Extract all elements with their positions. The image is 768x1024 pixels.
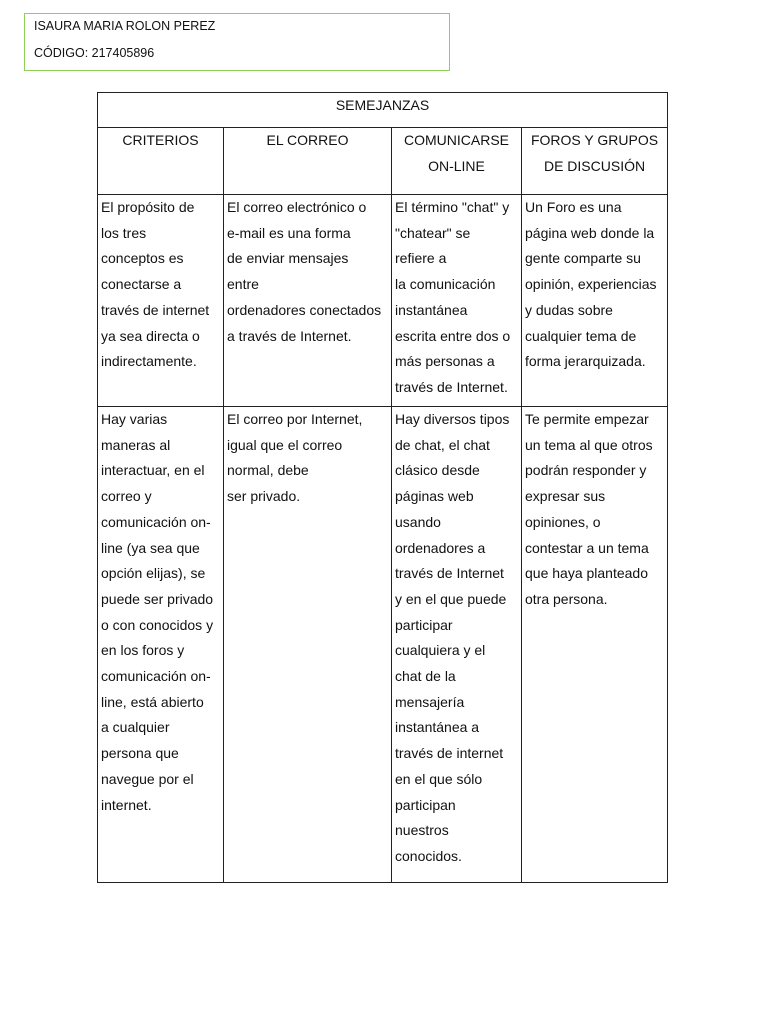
cell-line: instantánea xyxy=(395,301,468,318)
cell-line: conceptos es xyxy=(101,250,184,267)
cell-line: en el que sólo xyxy=(395,770,483,787)
cell-line: usando xyxy=(395,513,441,530)
cell-line: line, está abierto xyxy=(101,693,204,710)
student-name: ISAURA MARIA ROLON PEREZ xyxy=(34,19,216,33)
cell-line: opiniones, o xyxy=(525,513,601,530)
cell-line: través de internet xyxy=(101,301,210,318)
cell-line: más personas a xyxy=(395,353,495,370)
cell-line: páginas web xyxy=(395,488,474,505)
cell-line: COMUNICARSE xyxy=(403,132,509,148)
cell-line: chat de la xyxy=(395,668,456,685)
cell-line: y en el que puede xyxy=(395,590,507,607)
cell-line: "chatear" se xyxy=(395,224,471,241)
cell-line: igual que el correo xyxy=(227,436,343,453)
cell-line: la comunicación xyxy=(395,276,496,293)
cell-line: El propósito de xyxy=(101,199,195,215)
cell-line: comunicación on- xyxy=(101,513,211,530)
header-foros-grupos xyxy=(522,128,668,195)
cell-line: escrita entre dos o xyxy=(395,327,511,344)
cell-line: refiere a xyxy=(395,250,447,267)
student-code: CÓDIGO: 217405896 xyxy=(34,46,155,60)
cell-line: El término "chat" y xyxy=(395,199,510,215)
cell-line: ya sea directa o xyxy=(101,327,200,344)
cell-line: El correo electrónico o xyxy=(227,199,367,215)
cell-line: a través de Internet. xyxy=(227,327,352,344)
cell-line: través de Internet xyxy=(395,565,504,582)
cell-line: en los foros y xyxy=(101,642,185,659)
cell-line: instantánea a xyxy=(395,719,480,736)
cell-line: Un Foro es una xyxy=(525,199,622,215)
table-title-row xyxy=(98,93,668,128)
cell-line: los tres xyxy=(101,224,147,241)
cell-line: maneras al xyxy=(101,436,171,453)
cell-line: forma jerarquizada. xyxy=(525,353,646,370)
cell-line: Hay varias xyxy=(101,411,168,427)
cell-line: entre xyxy=(227,276,259,293)
cell-line: comunicación on- xyxy=(101,668,211,685)
cell-line: FOROS Y GRUPOS xyxy=(530,132,659,148)
header-comunicarse-online xyxy=(392,128,522,195)
table-cell xyxy=(224,195,392,407)
header-criterios xyxy=(98,128,224,195)
cell-line: EL CORREO xyxy=(266,132,349,148)
cell-line: de chat, el chat xyxy=(395,436,490,453)
cell-line: interactuar, en el xyxy=(101,462,205,479)
cell-line: conectarse a xyxy=(101,276,182,293)
cell-line: clásico desde xyxy=(395,462,480,479)
cell-line: través de Internet. xyxy=(395,378,508,395)
table-cell xyxy=(98,195,224,407)
cell-line: Hay diversos tipos xyxy=(395,411,510,427)
cell-line: normal, debe xyxy=(227,462,309,479)
cell-line: contestar a un tema xyxy=(525,539,649,556)
table-cell xyxy=(98,407,224,883)
cell-line: ordenadores conectados xyxy=(227,301,382,318)
cell-line: El correo por Internet, xyxy=(227,411,363,427)
cell-line: DE DISCUSIÓN xyxy=(543,157,646,174)
cell-line: ser privado. xyxy=(227,488,301,505)
cell-line: que haya planteado xyxy=(525,565,648,582)
cell-line: indirectamente. xyxy=(101,353,197,370)
cell-line: y dudas sobre xyxy=(525,301,613,318)
cell-line: opción elijas), se xyxy=(101,565,206,582)
cell-line: nuestros xyxy=(395,822,449,839)
table-cell xyxy=(392,195,522,407)
cell-line: correo y xyxy=(101,488,152,505)
cell-line: a cualquier xyxy=(101,719,170,736)
cell-line: cualquiera y el xyxy=(395,642,486,659)
cell-line: ordenadores a xyxy=(395,539,486,556)
cell-line: line (ya sea que xyxy=(101,539,200,556)
cell-line: gente comparte su xyxy=(525,250,641,267)
cell-line: un tema al que otros xyxy=(525,436,653,453)
cell-line: de enviar mensajes xyxy=(227,250,349,267)
cell-line: CRITERIOS xyxy=(122,132,199,148)
cell-line: navegue por el xyxy=(101,770,194,787)
table-title: SEMEJANZAS xyxy=(98,93,668,128)
table-row xyxy=(98,407,668,883)
cell-line: puede ser privado xyxy=(101,590,214,607)
cell-line: opinión, experiencias xyxy=(525,276,657,293)
cell-line: mensajería xyxy=(395,693,465,710)
cell-line: través de internet xyxy=(395,745,504,762)
table-cell xyxy=(522,195,668,407)
cell-line: e-mail es una forma xyxy=(227,224,351,241)
table-row xyxy=(98,195,668,407)
cell-line: persona que xyxy=(101,745,179,762)
cell-line: o con conocidos y xyxy=(101,616,214,633)
header-el-correo xyxy=(224,128,392,195)
cell-line: podrán responder y xyxy=(525,462,647,479)
cell-line: ON-LINE xyxy=(428,157,485,174)
cell-line: participan xyxy=(395,796,456,813)
student-info-box xyxy=(24,13,450,71)
table-cell xyxy=(392,407,522,883)
cell-line: internet. xyxy=(101,796,152,813)
cell-line: otra persona. xyxy=(525,590,608,607)
cell-line: participar xyxy=(395,616,453,633)
cell-line: conocidos. xyxy=(395,847,462,864)
similarities-table xyxy=(97,92,668,883)
table-header-row xyxy=(98,128,668,195)
table-cell xyxy=(522,407,668,883)
table-cell xyxy=(224,407,392,883)
cell-line: Te permite empezar xyxy=(525,411,649,427)
cell-line: página web donde la xyxy=(525,224,655,241)
cell-line: expresar sus xyxy=(525,488,606,505)
cell-line: cualquier tema de xyxy=(525,327,637,344)
